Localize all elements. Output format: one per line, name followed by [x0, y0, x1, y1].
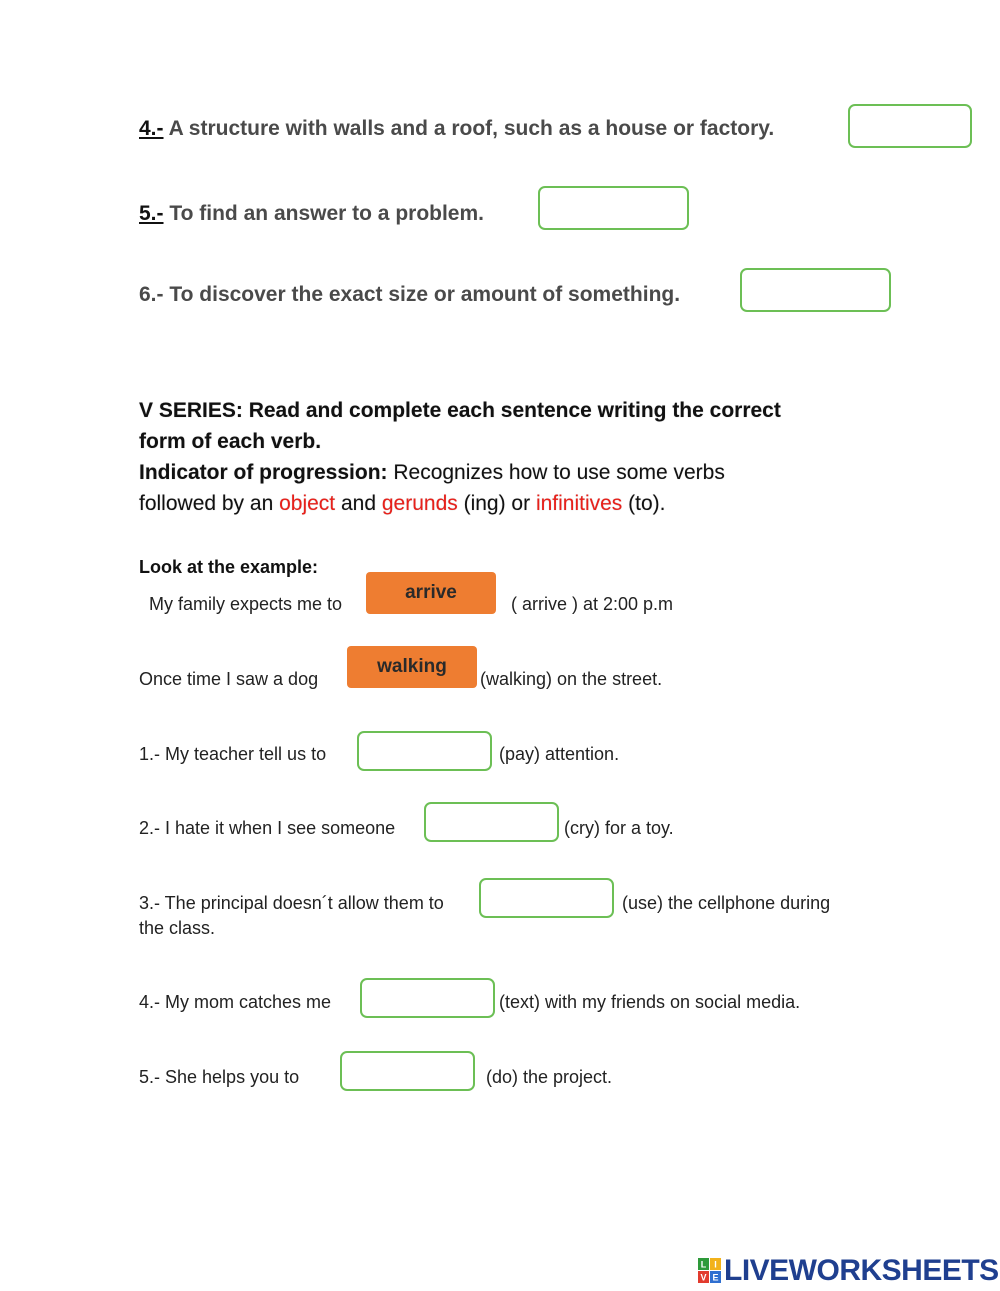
exercise-5-before: 5.- She helps you to	[139, 1067, 300, 1087]
exercise-2-before: 2.- I hate it when I see someone	[139, 818, 396, 838]
example-1-after: ( arrive ) at 2:00 p.m	[511, 594, 674, 614]
indicator-line	[139, 457, 781, 488]
exercise-3-before: 3.- The principal doesn´t allow them to	[139, 893, 444, 913]
indicator-text: Recognizes how to use some verbs	[387, 461, 725, 484]
exercise-4-after: (text) with my friends on social media.	[499, 992, 801, 1012]
indicator-text-a: followed by an	[139, 492, 280, 515]
keyword-infinitives: infinitives	[535, 492, 623, 515]
answer-box-vocab-4[interactable]	[848, 104, 972, 148]
section-title-line1: V SERIES: Read and complete each sentence writing the correct	[139, 399, 781, 422]
question-number: 4.-	[139, 117, 164, 140]
section-title-line2: form of each verb.	[139, 430, 322, 453]
answer-box-exercise-3[interactable]	[479, 878, 614, 918]
logo-letter: L	[700, 1259, 707, 1270]
section-header	[139, 395, 781, 519]
example-label: Look at the example:	[139, 557, 319, 577]
example-1-answer: arrive	[366, 572, 496, 614]
answer-box-exercise-2[interactable]	[424, 802, 559, 842]
question-number: 5.-	[139, 202, 164, 225]
answer-box-vocab-6[interactable]	[740, 268, 891, 312]
example-2-answer: walking	[347, 646, 477, 688]
keyword-gerunds: gerunds	[381, 492, 458, 515]
answer-box-exercise-1[interactable]	[357, 731, 492, 771]
indicator-text-b: and	[335, 492, 382, 515]
exercise-5-after: (do) the project.	[486, 1067, 613, 1087]
indicator-label: Indicator of progression:	[139, 461, 388, 484]
liveworksheets-logo: LIVEWORKSHEETS	[724, 1254, 999, 1287]
exercise-1-after: (pay) attention.	[499, 744, 620, 764]
exercise-1-before: 1.- My teacher tell us to	[139, 744, 327, 764]
answer-box-exercise-5[interactable]	[340, 1051, 475, 1091]
keyword-object: object	[279, 492, 336, 515]
example-2-before: Once time I saw a dog	[139, 669, 319, 689]
exercise-2-after: (cry) for a toy.	[564, 818, 674, 838]
exercise-3-after: (use) the cellphone during	[622, 893, 831, 913]
question-4	[139, 117, 774, 141]
logo-letter: I	[714, 1259, 717, 1270]
question-text: To discover the exact size or amount of something.	[163, 283, 681, 306]
indicator-line-2	[139, 488, 781, 519]
logo-letter: E	[712, 1272, 719, 1283]
question-5	[139, 202, 484, 226]
liveworksheets-logo-icon	[698, 1258, 722, 1284]
example-2-after: (walking) on the street.	[480, 669, 663, 689]
exercise-3-after-line2: the class.	[139, 918, 216, 938]
answer-box-exercise-4[interactable]	[360, 978, 495, 1018]
exercise-4-before: 4.- My mom catches me	[139, 992, 332, 1012]
question-text: A structure with walls and a roof, such as a house or factory.	[163, 117, 775, 140]
question-6	[139, 283, 680, 307]
question-text: To find an answer to a problem.	[163, 202, 484, 225]
logo-letter: V	[700, 1272, 707, 1283]
question-number: 6.-	[139, 283, 164, 306]
example-1-before: My family expects me to	[149, 594, 343, 614]
answer-box-vocab-5[interactable]	[538, 186, 689, 230]
indicator-text-c: (ing) or	[457, 492, 536, 515]
indicator-text-d: (to).	[622, 492, 666, 515]
